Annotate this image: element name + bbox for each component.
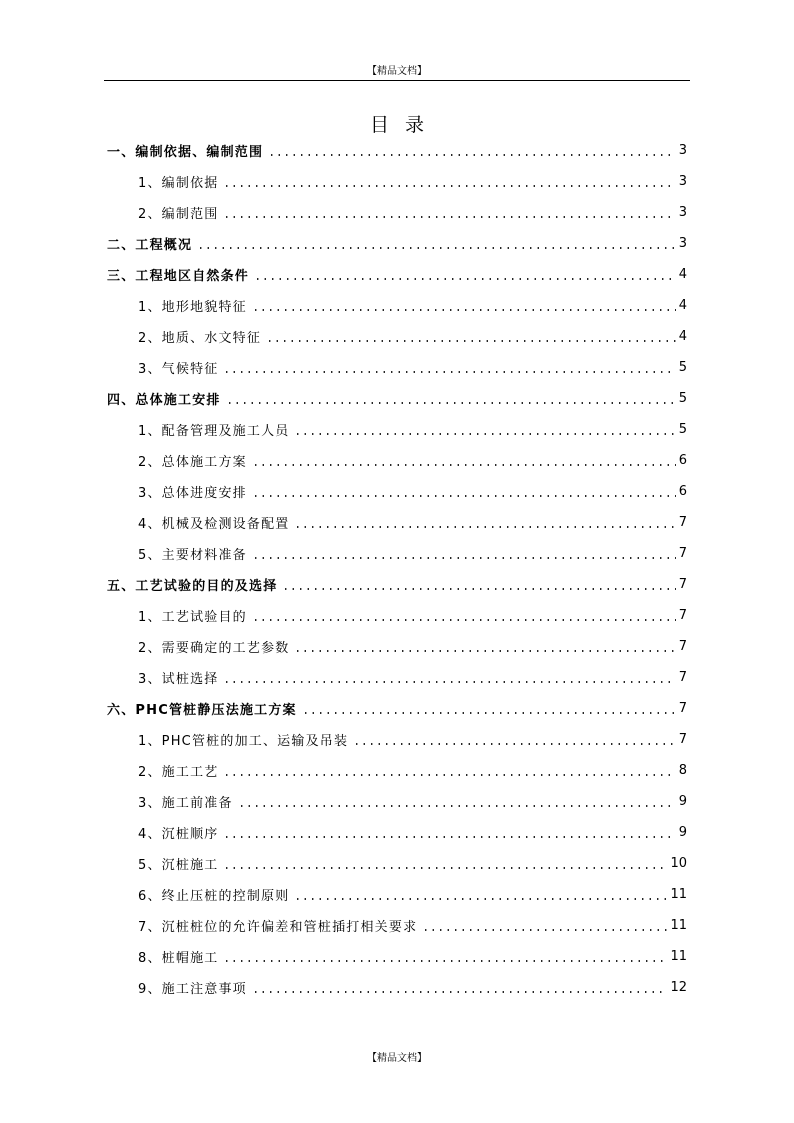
toc-entry-section[interactable] bbox=[107, 414, 687, 445]
toc-entry-page-number: 3 bbox=[678, 205, 687, 220]
toc-entry-page-number: 4 bbox=[678, 329, 687, 344]
toc-dot-leader bbox=[223, 867, 667, 869]
toc-entry-title: 试桩选择 bbox=[161, 672, 219, 687]
toc-entry-section[interactable] bbox=[107, 910, 687, 941]
toc-entry-number: 二、 bbox=[107, 238, 136, 253]
toc-entry-page-number: 10 bbox=[670, 856, 687, 871]
toc-entry-title: 地形地貌特征 bbox=[161, 300, 247, 315]
toc-entry-page-number: 11 bbox=[670, 918, 687, 933]
toc-entry-title: 编制依据 bbox=[161, 176, 219, 191]
toc-entry-page-number: 6 bbox=[678, 484, 687, 499]
toc-entry-page-number: 8 bbox=[678, 763, 687, 778]
toc-entry-page-number: 12 bbox=[670, 980, 687, 995]
toc-entry-title: 主要材料准备 bbox=[161, 548, 247, 563]
toc-entry-section[interactable] bbox=[107, 755, 687, 786]
toc-dot-leader bbox=[294, 650, 675, 652]
toc-dot-leader bbox=[266, 340, 676, 342]
toc-entry-title: 工程概况 bbox=[135, 238, 193, 253]
toc-entry-section[interactable] bbox=[107, 321, 687, 352]
toc-entry-title: 机械及检测设备配置 bbox=[161, 517, 290, 532]
toc-entry-title: 配备管理及施工人员 bbox=[161, 424, 290, 439]
toc-entry-number: 2、 bbox=[138, 455, 162, 470]
toc-entry-title: 施工注意事项 bbox=[161, 982, 247, 997]
toc-entry-page-number: 7 bbox=[678, 546, 687, 561]
toc-entry-chapter[interactable] bbox=[107, 135, 687, 166]
toc-entry-page-number: 11 bbox=[670, 949, 687, 964]
toc-dot-leader bbox=[223, 960, 667, 962]
toc-dot-leader bbox=[294, 898, 667, 900]
toc-entry-number: 3、 bbox=[138, 796, 162, 811]
toc-entry-number: 7、 bbox=[138, 920, 162, 935]
toc-entry-section[interactable] bbox=[107, 941, 687, 972]
toc-entry-number: 2、 bbox=[138, 207, 162, 222]
toc-entry-page-number: 3 bbox=[678, 174, 687, 189]
toc-entry-page-number: 7 bbox=[678, 701, 687, 716]
toc-entry-title: 总体进度安排 bbox=[161, 486, 247, 501]
toc-entry-title: 施工前准备 bbox=[161, 796, 233, 811]
toc-entry-page-number: 5 bbox=[678, 360, 687, 375]
toc-entry-title: 终止压桩的控制原则 bbox=[161, 889, 290, 904]
toc-entry-number: 4、 bbox=[138, 827, 162, 842]
toc-entry-title: 桩帽施工 bbox=[161, 951, 219, 966]
toc-entry-number: 5、 bbox=[138, 548, 162, 563]
toc-entry-title: 沉桩桩位的允许偏差和管桩插打相关要求 bbox=[161, 920, 418, 935]
toc-entry-title: PHC管桩的加工、运输及吊装 bbox=[161, 734, 349, 749]
toc-entry-section[interactable] bbox=[107, 476, 687, 507]
toc-dot-leader bbox=[268, 154, 676, 156]
toc-entry-section[interactable] bbox=[107, 538, 687, 569]
toc-entry-page-number: 11 bbox=[670, 887, 687, 902]
toc-entry-section[interactable] bbox=[107, 662, 687, 693]
toc-entry-title: PHC管桩静压法施工方案 bbox=[135, 703, 297, 718]
toc-dot-leader bbox=[252, 557, 676, 559]
toc-entry-number: 1、 bbox=[138, 300, 162, 315]
toc-entry-title: 地质、水文特征 bbox=[161, 331, 262, 346]
toc-entry-title: 总体施工方案 bbox=[161, 455, 247, 470]
toc-entry-chapter[interactable] bbox=[107, 693, 687, 724]
toc-entry-title: 编制依据、编制范围 bbox=[135, 145, 264, 160]
toc-dot-leader bbox=[223, 774, 675, 776]
toc-entry-page-number: 4 bbox=[678, 298, 687, 313]
toc-entry-number: 4、 bbox=[138, 517, 162, 532]
toc-entry-number: 6、 bbox=[138, 889, 162, 904]
toc-entry-section[interactable] bbox=[107, 600, 687, 631]
toc-entry-title: 需要确定的工艺参数 bbox=[161, 641, 290, 656]
toc-entry-section[interactable] bbox=[107, 848, 687, 879]
toc-dot-leader bbox=[252, 495, 676, 497]
toc-entry-number: 1、 bbox=[138, 734, 162, 749]
toc-entry-section[interactable] bbox=[107, 507, 687, 538]
toc-entry-page-number: 9 bbox=[678, 825, 687, 840]
toc-entry-title: 施工工艺 bbox=[161, 765, 219, 780]
toc-entry-title: 工艺试验的目的及选择 bbox=[135, 579, 278, 594]
toc-entry-title: 编制范围 bbox=[161, 207, 219, 222]
toc-entry-section[interactable] bbox=[107, 631, 687, 662]
toc-entry-number: 1、 bbox=[138, 424, 162, 439]
toc-entry-number: 三、 bbox=[107, 269, 136, 284]
toc-dot-leader bbox=[223, 836, 675, 838]
table-of-contents bbox=[107, 135, 687, 1003]
toc-entry-page-number: 3 bbox=[678, 143, 687, 158]
toc-dot-leader bbox=[282, 588, 675, 590]
toc-entry-page-number: 7 bbox=[678, 608, 687, 623]
toc-entry-page-number: 3 bbox=[678, 236, 687, 251]
toc-dot-leader bbox=[302, 712, 676, 714]
toc-entry-number: 六、 bbox=[107, 703, 136, 718]
toc-dot-leader bbox=[422, 929, 667, 931]
toc-entry-number: 3、 bbox=[138, 362, 162, 377]
toc-entry-section[interactable] bbox=[107, 166, 687, 197]
toc-entry-number: 3、 bbox=[138, 672, 162, 687]
toc-entry-page-number: 7 bbox=[678, 732, 687, 747]
header-divider bbox=[104, 80, 690, 81]
toc-dot-leader bbox=[226, 402, 676, 404]
toc-entry-title: 工艺试验目的 bbox=[161, 610, 247, 625]
toc-entry-number: 2、 bbox=[138, 765, 162, 780]
toc-entry-section[interactable] bbox=[107, 879, 687, 910]
toc-entry-section[interactable] bbox=[107, 817, 687, 848]
toc-dot-leader bbox=[223, 681, 675, 683]
toc-entry-title: 沉桩顺序 bbox=[161, 827, 219, 842]
toc-entry-section[interactable] bbox=[107, 786, 687, 817]
toc-dot-leader bbox=[294, 526, 675, 528]
toc-entry-section[interactable] bbox=[107, 197, 687, 228]
toc-entry-page-number: 6 bbox=[678, 453, 687, 468]
toc-entry-section[interactable] bbox=[107, 972, 687, 1003]
toc-entry-chapter[interactable] bbox=[107, 569, 687, 600]
toc-entry-page-number: 5 bbox=[678, 422, 687, 437]
page-footer-label: 【精品文档】 bbox=[367, 1053, 427, 1064]
toc-entry-title: 工程地区自然条件 bbox=[135, 269, 250, 284]
toc-dot-leader bbox=[254, 278, 676, 280]
toc-dot-leader bbox=[353, 743, 676, 745]
toc-dot-leader bbox=[252, 309, 676, 311]
toc-entry-number: 2、 bbox=[138, 331, 162, 346]
toc-dot-leader bbox=[252, 464, 676, 466]
toc-entry-page-number: 7 bbox=[678, 670, 687, 685]
toc-entry-page-number: 5 bbox=[678, 391, 687, 406]
toc-entry-section[interactable] bbox=[107, 724, 687, 755]
toc-entry-chapter[interactable] bbox=[107, 383, 687, 414]
toc-entry-title: 总体施工安排 bbox=[135, 393, 221, 408]
toc-entry-section[interactable] bbox=[107, 352, 687, 383]
toc-entry-number: 一、 bbox=[107, 145, 136, 160]
toc-entry-page-number: 7 bbox=[678, 515, 687, 530]
toc-entry-section[interactable] bbox=[107, 445, 687, 476]
toc-dot-leader bbox=[252, 619, 676, 621]
toc-entry-number: 9、 bbox=[138, 982, 162, 997]
toc-dot-leader bbox=[238, 805, 676, 807]
toc-entry-title: 气候特征 bbox=[161, 362, 219, 377]
toc-entry-page-number: 4 bbox=[678, 267, 687, 282]
toc-entry-title: 沉桩施工 bbox=[161, 858, 219, 873]
toc-entry-number: 1、 bbox=[138, 176, 162, 191]
toc-title: 目录 bbox=[369, 114, 440, 136]
toc-entry-page-number: 7 bbox=[678, 577, 687, 592]
toc-dot-leader bbox=[197, 247, 676, 249]
toc-dot-leader bbox=[294, 433, 675, 435]
toc-dot-leader bbox=[223, 185, 675, 187]
toc-entry-chapter[interactable] bbox=[107, 259, 687, 290]
toc-entry-number: 五、 bbox=[107, 579, 136, 594]
toc-entry-number: 1、 bbox=[138, 610, 162, 625]
toc-entry-page-number: 9 bbox=[678, 794, 687, 809]
toc-dot-leader bbox=[252, 991, 668, 993]
toc-entry-number: 8、 bbox=[138, 951, 162, 966]
page-header-label: 【精品文档】 bbox=[367, 66, 427, 77]
toc-entry-number: 四、 bbox=[107, 393, 136, 408]
toc-dot-leader bbox=[223, 371, 675, 373]
toc-entry-number: 5、 bbox=[138, 858, 162, 873]
toc-entry-chapter[interactable] bbox=[107, 228, 687, 259]
toc-entry-number: 2、 bbox=[138, 641, 162, 656]
toc-dot-leader bbox=[223, 216, 675, 218]
toc-entry-page-number: 7 bbox=[678, 639, 687, 654]
toc-entry-section[interactable] bbox=[107, 290, 687, 321]
toc-entry-number: 3、 bbox=[138, 486, 162, 501]
